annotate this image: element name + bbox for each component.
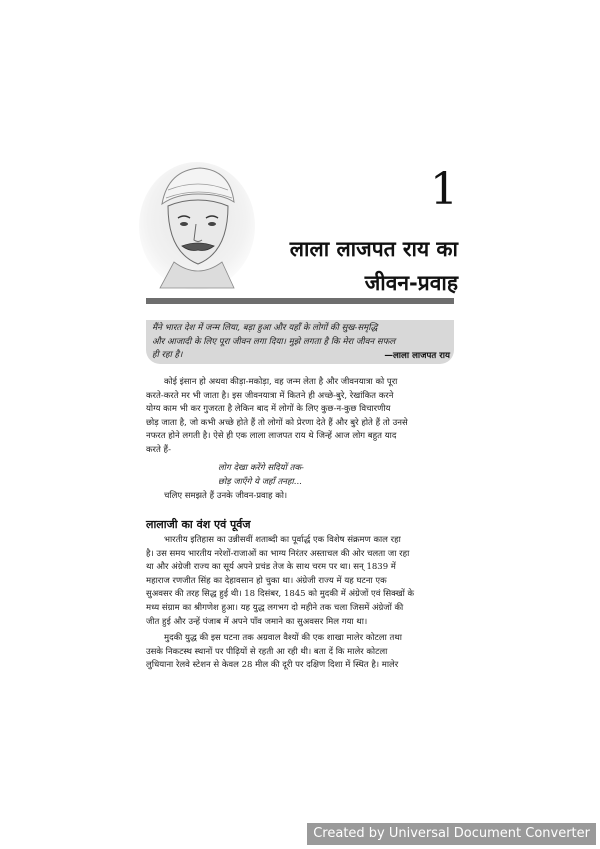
- section-paragraph-2: [146, 632, 454, 673]
- text-line: योग्य काम भी कर गुजरता है लेकिन बाद में लोगों के लिए कुछ-न-कुछ विचारणीय: [146, 404, 391, 415]
- intro-paragraph: [146, 376, 454, 458]
- text-line: लुधियाना रेलवे स्टेशन से केवल 28 मील की दूरी पर दक्षिण दिशा में स्थित है। मालेर: [146, 660, 399, 671]
- quote-attribution: —लाला लाजपत राय: [384, 351, 450, 361]
- quote-line: मैंने भारत देश में जन्म लिया, बड़ा हुआ और यहाँ के लोगों की सुख-समृद्धि: [152, 323, 378, 333]
- poem-line: छोड़ जाएँगे ये जहाँ तनहा...: [218, 476, 302, 487]
- text-line: चलिए समझते हैं उनके जीवन-प्रवाह को।: [164, 491, 288, 501]
- quote-line: ही रहा है।: [152, 350, 183, 360]
- text-line: सुअवसर की तरह सिद्ध हुई थी। 18 दिसंबर, 1845 को मुदकी में अंग्रेजों एवं सिक्खों के: [146, 589, 415, 600]
- chapter-title-line-2: जीवन-प्रवाह: [364, 271, 458, 295]
- text-line: कोई इंसान हो अथवा कीड़ा-मकोड़ा, वह जन्म लेता है और जीवनयात्रा को पूरा: [164, 377, 398, 387]
- chapter-number: 1: [430, 164, 458, 215]
- text-line: महाराज रणजीत सिंह का देहावसान हो चुका था। अंग्रेजी राज्य में यह घटना एक: [146, 575, 387, 586]
- text-line: है। उस समय भारतीय नरेशों-राजाओं का भाग्य निरंतर अस्ताचल की ओर चलता जा रहा: [146, 548, 410, 559]
- title-rule: [146, 298, 454, 304]
- poem-line: लोग देखा करेंगे सदियों तक-: [218, 463, 304, 473]
- converter-watermark: Created by Universal Document Converter: [307, 823, 596, 845]
- text-line: छोड़ जाता है, जो कभी अच्छे होते हैं तो लोगों को प्रेरणा देते हैं और बुरे होते हैं तो उनसे: [146, 417, 408, 428]
- text-line: मुदकी युद्ध की इस घटना तक अग्रवाल वैश्यों की एक शाखा मालेर कोटला तथा: [164, 633, 402, 643]
- chapter-title: [290, 232, 458, 300]
- text-line: जीत हुई और उन्हें पंजाब में अपने पाँव जमाने का सुअवसर मिल गया था।: [146, 616, 368, 627]
- poem-couplet: [218, 462, 304, 489]
- closing-line: [146, 490, 454, 504]
- chapter-title-line-1: लाला लाजपत राय का: [289, 237, 458, 261]
- section-heading: लालाजी का वंश एवं पूर्वज: [146, 518, 251, 531]
- portrait-illustration: [138, 160, 256, 292]
- text-line: नफरत होने लगती है। ऐसे ही एक लाला लाजपत राय थे जिन्हें आज लोग बहुत याद: [146, 431, 397, 442]
- quote-line: और आजादी के लिए पूरा जीवन लगा दिया। मुझे लगता है कि मेरा जीवन सफल: [152, 336, 396, 347]
- text-line: था और अंग्रेजी राज्य का सूर्य अपने प्रचंड तेज के साथ चरम पर था। सन् 1839 में: [146, 562, 396, 573]
- text-line: करते-करते मर भी जाता है। इस जीवनयात्रा में कितने ही अच्छे-बुरे, रेखांकित करने: [146, 390, 394, 401]
- text-line: भारतीय इतिहास का उन्नीसवीं शताब्दी का पूर्वार्द्ध एक विशेष संक्रमण काल रहा: [164, 535, 401, 545]
- text-line: करते हैं-: [146, 444, 171, 455]
- text-line: मध्य संग्राम का श्रीगणेश हुआ। यह युद्ध लगभग दो महीने तक चला जिसमें अंग्रेजों की: [146, 602, 404, 613]
- section-paragraph-1: [146, 534, 454, 629]
- text-line: उसके निकटस्थ स्थानों पर पीढ़ियों से रहती आ रही थी। बता दें कि मालेर कोटला: [146, 646, 388, 657]
